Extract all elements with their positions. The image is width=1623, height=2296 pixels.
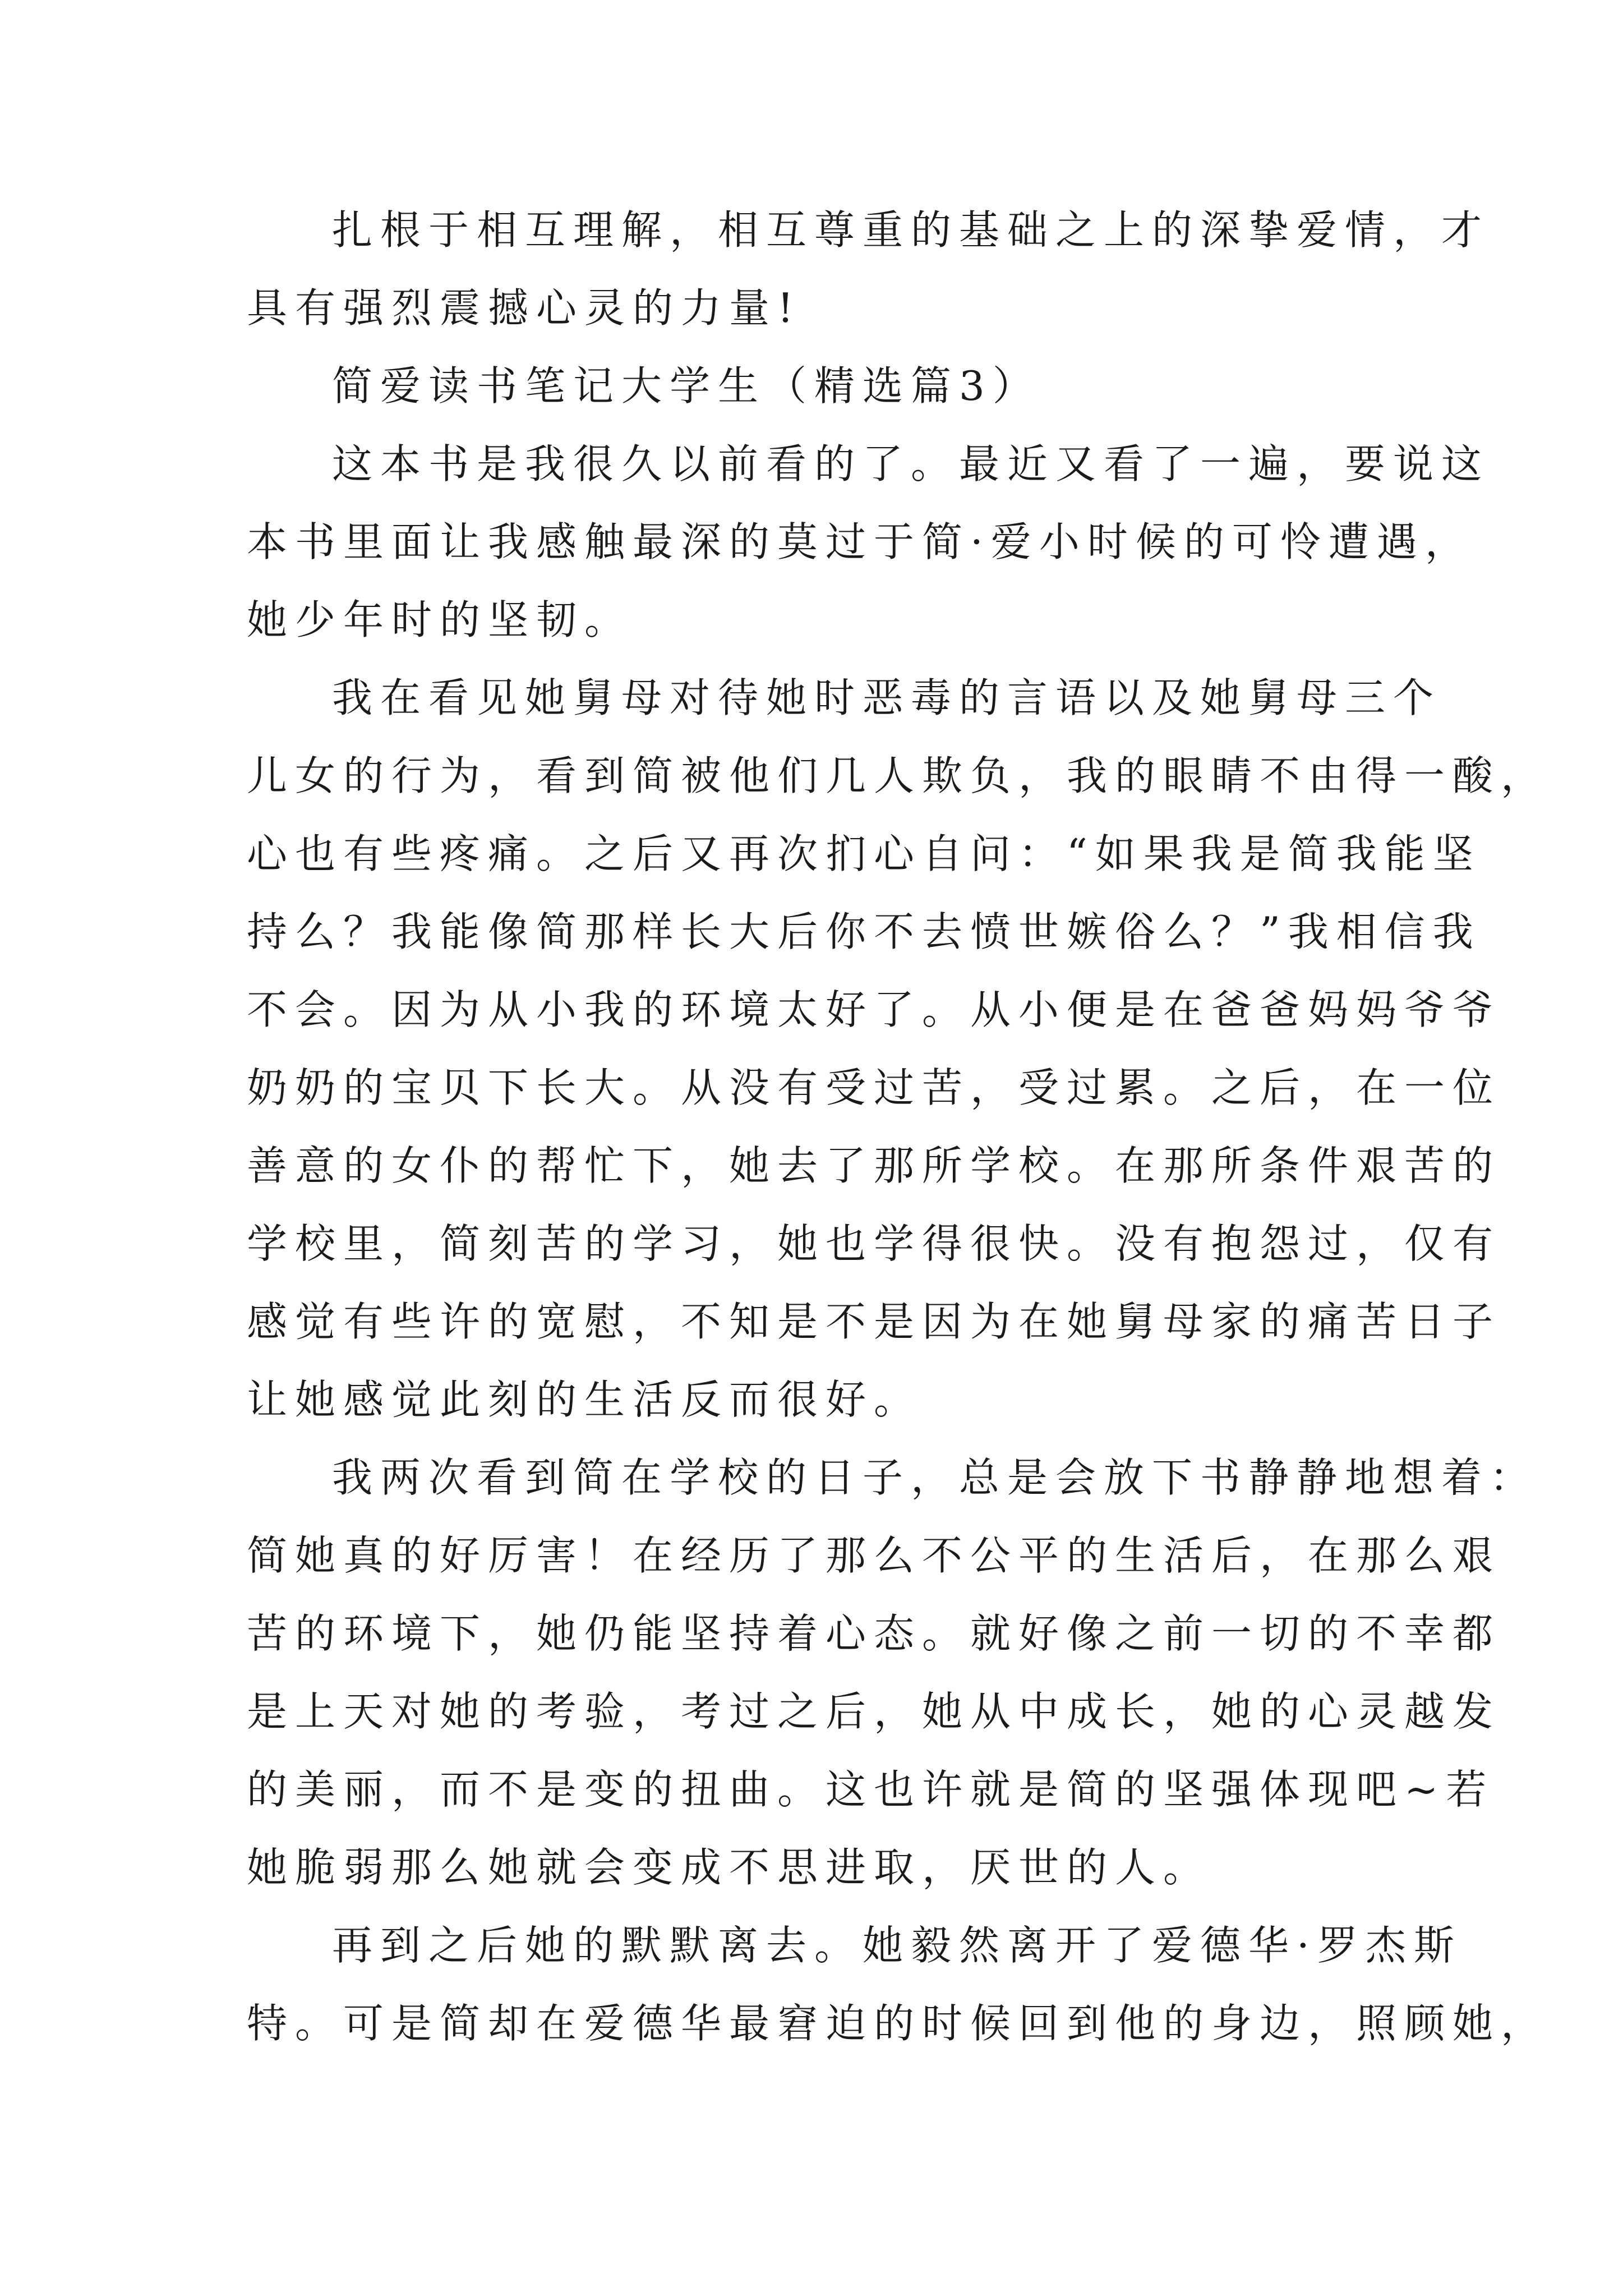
text-line: 这本书是我很久以前看的了。最近又看了一遍，要说这	[332, 440, 1490, 487]
text-line: 让她感觉此刻的生活反而很好。	[247, 1376, 923, 1423]
text-line: 不会。因为从小我的环境太好了。从小便是在爸爸妈妈爷爷	[247, 986, 1501, 1033]
text-line: 再到之后她的默默离去。她毅然离开了爱德华·罗杰斯	[332, 1922, 1462, 1969]
text-line: 感觉有些许的宽慰，不知是不是因为在她舅母家的痛苦日子	[247, 1298, 1501, 1345]
text-line: 她脆弱那么她就会变成不思进取，厌世的人。	[247, 1844, 1212, 1891]
text-line: 心也有些疼痛。之后又再次扪心自问：“如果我是简我能坚	[247, 830, 1481, 877]
text-line: 是上天对她的考验，考过之后，她从中成长，她的心灵越发	[247, 1688, 1501, 1735]
text-line: 具有强烈震撼心灵的力量!	[247, 284, 801, 332]
text-line: 善意的女仆的帮忙下，她去了那所学校。在那所条件艰苦的	[247, 1142, 1501, 1189]
section-heading: 简爱读书笔记大学生（精选篇3）	[332, 362, 1041, 409]
text-line: 她少年时的坚韧。	[247, 596, 633, 643]
text-line: 儿女的行为，看到简被他们几人欺负，我的眼睛不由得一酸，	[247, 752, 1550, 799]
text-line: 扎根于相互理解，相互尊重的基础之上的深挚爱情，才	[332, 206, 1490, 254]
text-line: 我在看见她舅母对待她时恶毒的言语以及她舅母三个	[332, 674, 1442, 721]
text-line: 苦的环境下，她仍能坚持着心态。就好像之前一切的不幸都	[247, 1610, 1501, 1657]
text-line: 我两次看到简在学校的日子，总是会放下书静静地想着：	[332, 1454, 1538, 1501]
text-line: 本书里面让我感触最深的莫过于简·爱小时候的可怜遭遇，	[247, 518, 1473, 565]
text-line: 奶奶的宝贝下长大。从没有受过苦，受过累。之后，在一位	[247, 1064, 1501, 1111]
text-line: 特。可是简却在爱德华最窘迫的时候回到他的身边，照顾她，	[247, 2000, 1550, 2047]
text-line: 学校里，简刻苦的学习，她也学得很快。没有抱怨过，仅有	[247, 1220, 1501, 1267]
text-line: 持么？我能像简那样长大后你不去愤世嫉俗么？”我相信我	[247, 908, 1481, 955]
text-line: 的美丽，而不是变的扭曲。这也许就是简的坚强体现吧~若	[247, 1766, 1495, 1813]
text-line: 简她真的好厉害！在经历了那么不公平的生活后，在那么艰	[247, 1532, 1501, 1579]
